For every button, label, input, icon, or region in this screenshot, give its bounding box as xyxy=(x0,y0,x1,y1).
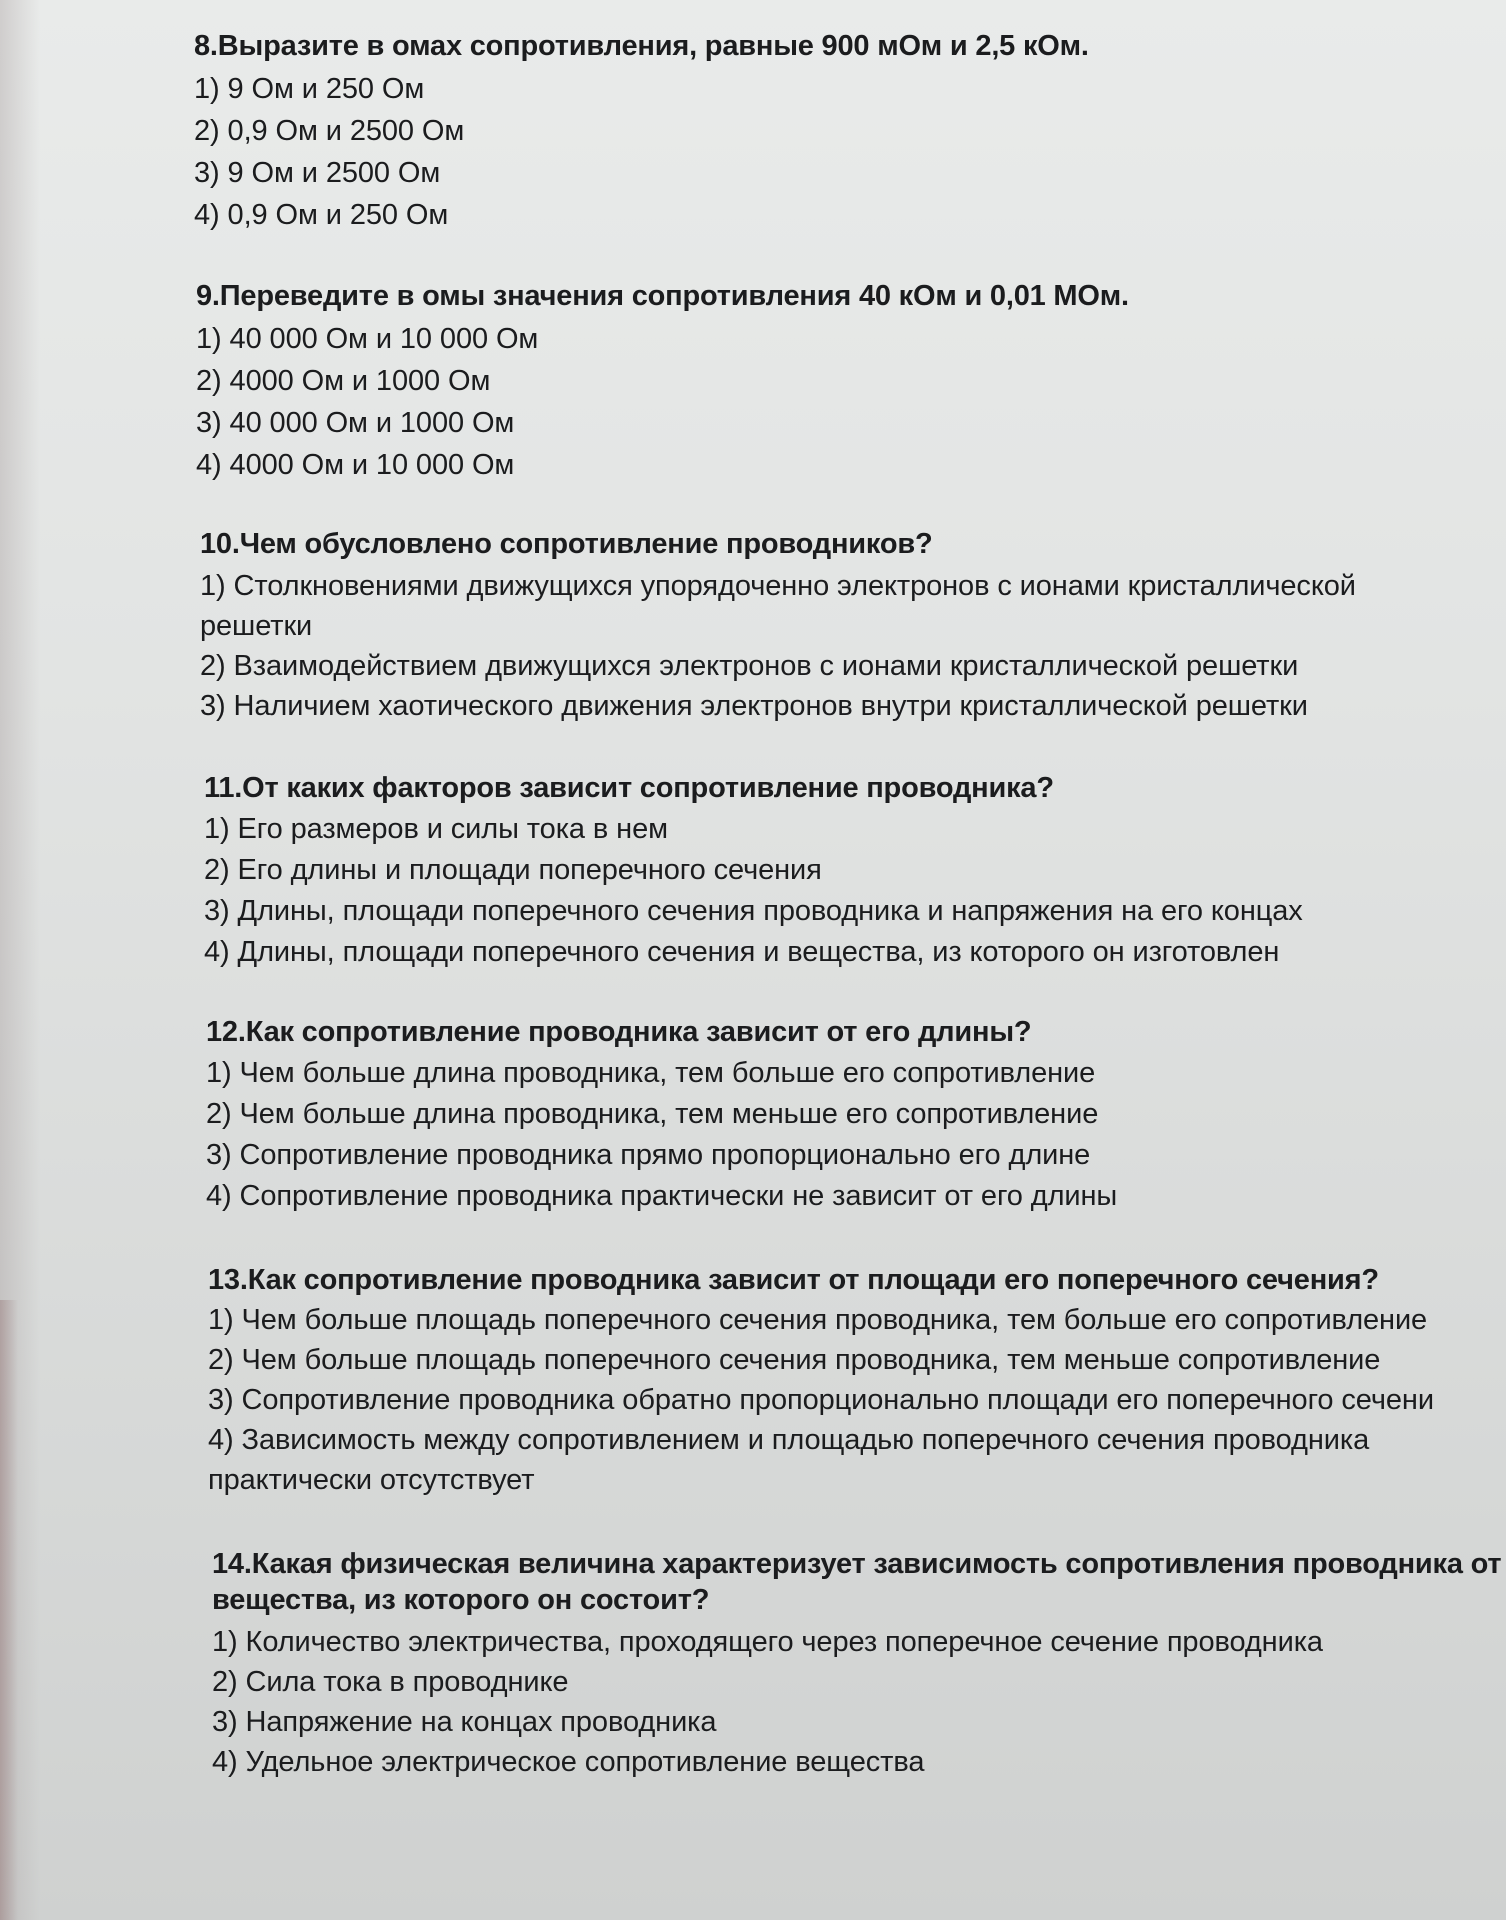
answer-option: 1) 9 Ом и 250 Ом xyxy=(194,73,425,105)
answer-option: 2) 0,9 Ом и 2500 Ом xyxy=(194,115,465,147)
answer-option: 4) Удельное электрическое сопротивление вещества xyxy=(212,1746,925,1778)
question-8 xyxy=(194,28,1089,236)
question-title: 9.Переведите в омы значения сопротивления 40 кОм и 0,01 МОм. xyxy=(196,280,1129,312)
answer-option: 3) Длины, площади поперечного сечения проводника и напряжения на его концах xyxy=(204,895,1303,927)
answer-option: 1) Чем больше длина проводника, тем больше его сопротивление xyxy=(206,1057,1096,1089)
answer-option: 1) Столкновениями движущихся упорядоченно электронов с ионами кристаллической xyxy=(200,570,1356,602)
answer-option: 4) Сопротивление проводника практически не зависит от его длины xyxy=(206,1180,1118,1212)
answer-option: 4) Зависимость между сопротивлением и площадью поперечного сечения проводника xyxy=(208,1424,1370,1456)
question-title: 14.Какая физическая величина характеризует зависимость сопротивления проводника от xyxy=(212,1548,1502,1580)
question-title: 12.Как сопротивление проводника зависит от его длины? xyxy=(206,1016,1032,1048)
answer-option-continuation: практически отсутствует xyxy=(208,1464,535,1496)
question-title: 13.Как сопротивление проводника зависит от площади его поперечного сечения? xyxy=(208,1264,1379,1296)
question-9 xyxy=(196,278,1129,486)
answer-option: 1) Чем больше площадь поперечного сечения проводника, тем больше его сопротивление xyxy=(208,1304,1428,1336)
question-title: 10.Чем обусловлено сопротивление проводников? xyxy=(200,528,933,560)
answer-option: 3) Сопротивление проводника прямо пропорционально его длине xyxy=(206,1139,1091,1171)
answer-option: 1) Количество электричества, проходящего через поперечное сечение проводника xyxy=(212,1626,1323,1658)
question-10 xyxy=(200,526,1356,726)
answer-option: 2) 4000 Ом и 1000 Ом xyxy=(196,365,491,397)
answer-option: 3) Напряжение на концах проводника xyxy=(212,1706,717,1738)
question-title: 11.От каких факторов зависит сопротивление проводника? xyxy=(204,772,1054,804)
answer-option: 1) Его размеров и силы тока в нем xyxy=(204,813,668,845)
answer-option: 2) Его длины и площади поперечного сечения xyxy=(204,854,822,886)
answer-option: 2) Сила тока в проводнике xyxy=(212,1666,569,1698)
answer-option: 3) Сопротивление проводника обратно пропорционально площади его поперечного сечени xyxy=(208,1384,1434,1416)
question-11 xyxy=(204,770,1303,973)
answer-option-continuation: решетки xyxy=(200,610,313,642)
question-12 xyxy=(206,1014,1117,1217)
question-14 xyxy=(212,1546,1501,1782)
question-13 xyxy=(208,1262,1434,1500)
answer-option: 4) 4000 Ом и 10 000 Ом xyxy=(196,449,515,481)
answer-option: 2) Чем больше длина проводника, тем меньше его сопротивление xyxy=(206,1098,1099,1130)
answer-option: 1) 40 000 Ом и 10 000 Ом xyxy=(196,323,539,355)
answer-option: 2) Чем больше площадь поперечного сечения проводника, тем меньше сопротивление xyxy=(208,1344,1381,1376)
question-title: 8.Выразите в омах сопротивления, равные 900 мОм и 2,5 кОм. xyxy=(194,30,1089,62)
answer-option: 4) Длины, площади поперечного сечения и вещества, из которого он изготовлен xyxy=(204,936,1280,968)
answer-option: 4) 0,9 Ом и 250 Ом xyxy=(194,199,449,231)
answer-option: 3) Наличием хаотического движения электронов внутри кристаллической решетки xyxy=(200,690,1308,722)
answer-option: 3) 40 000 Ом и 1000 Ом xyxy=(196,407,515,439)
question-title-continuation: вещества, из которого он состоит? xyxy=(212,1584,710,1616)
answer-option: 2) Взаимодействием движущихся электронов с ионами кристаллической решетки xyxy=(200,650,1299,682)
answer-option: 3) 9 Ом и 2500 Ом xyxy=(194,157,441,189)
